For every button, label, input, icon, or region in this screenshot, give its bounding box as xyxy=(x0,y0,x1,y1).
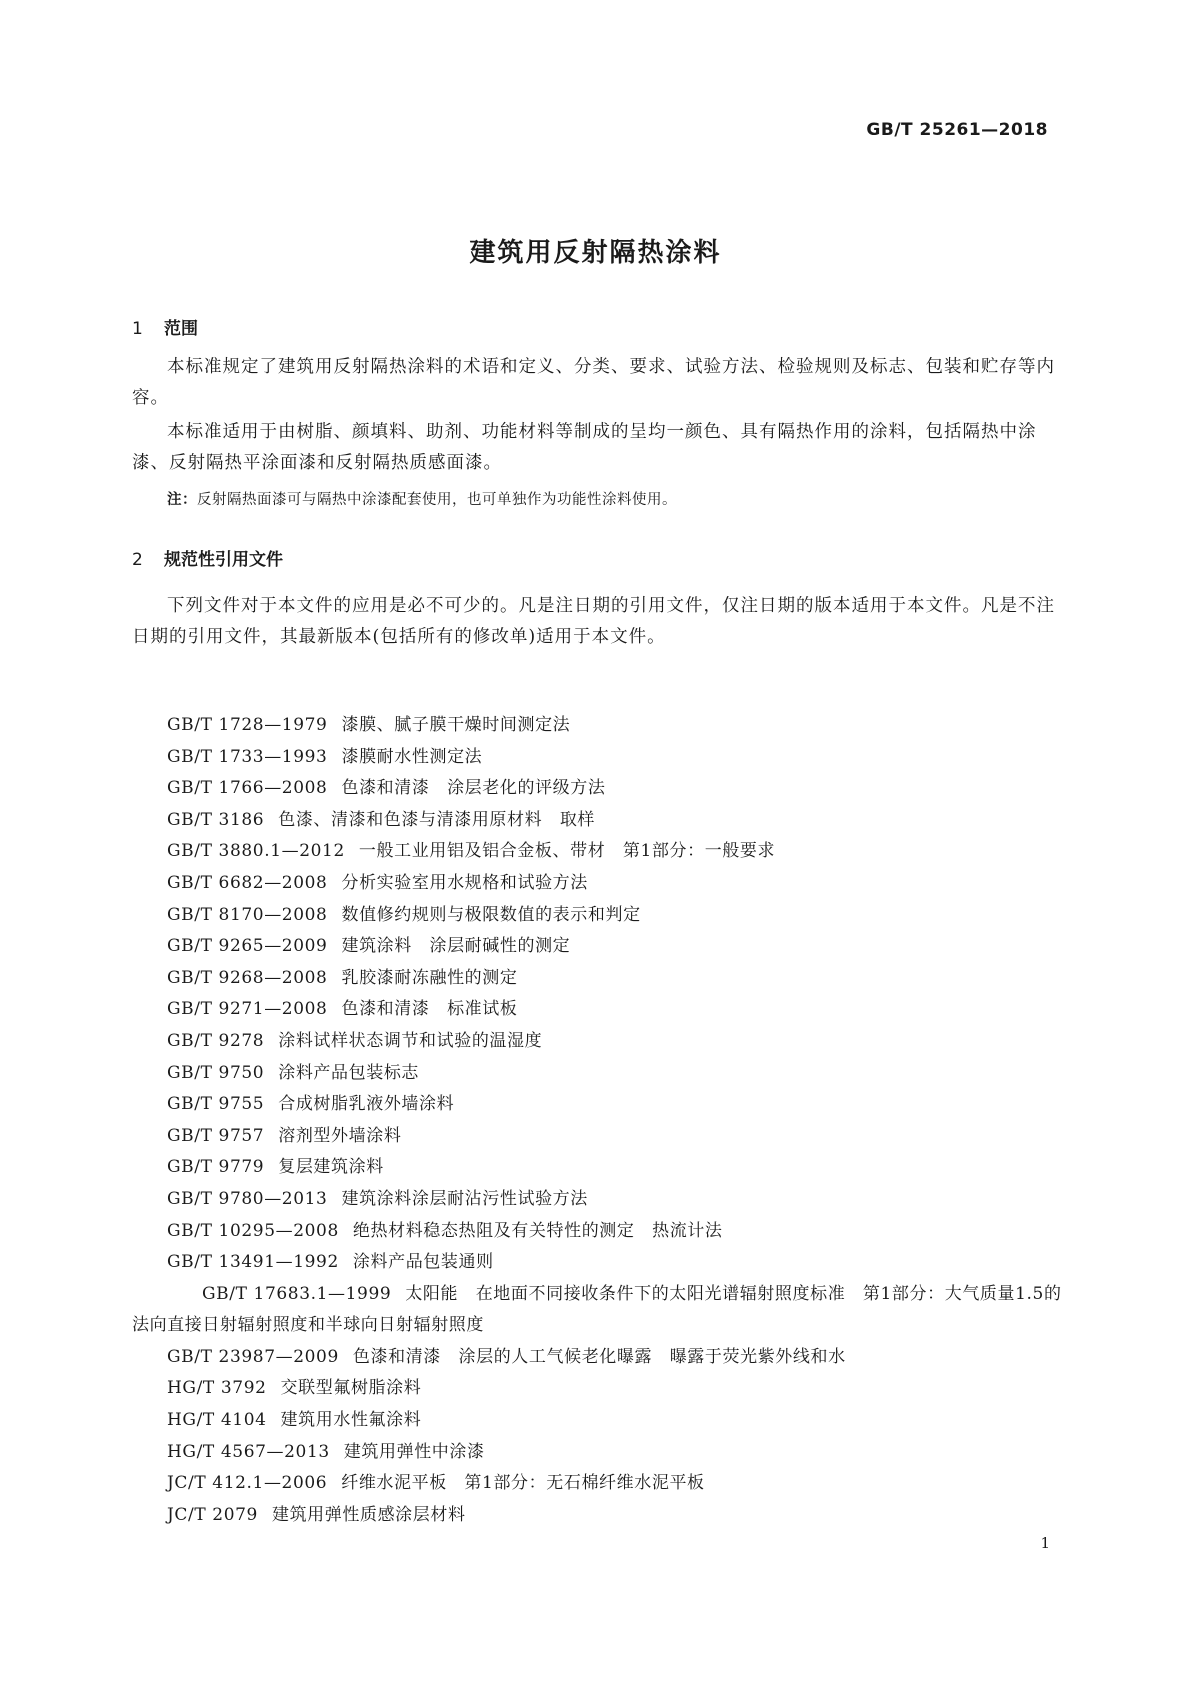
reference-code: GB/T 1733—1993 xyxy=(167,746,328,767)
reference-title: 色漆和清漆 涂层老化的评级方法 xyxy=(341,778,606,799)
reference-item xyxy=(132,1500,1062,1532)
reference-item xyxy=(132,1089,1062,1121)
reference-item xyxy=(132,1121,1062,1153)
reference-code: GB/T 10295—2008 xyxy=(167,1220,339,1241)
reference-code: GB/T 9278 xyxy=(167,1030,265,1051)
reference-title: 涂料产品包装通则 xyxy=(352,1252,494,1273)
reference-item xyxy=(132,805,1062,837)
section-1-number: 1 xyxy=(132,319,143,339)
reference-title: 漆膜、腻子膜干燥时间测定法 xyxy=(341,715,571,735)
reference-item xyxy=(132,1247,1062,1279)
document-title: 建筑用反射隔热涂料 xyxy=(469,238,722,268)
reference-item xyxy=(132,1152,1062,1184)
reference-title: 溶剂型外墙涂料 xyxy=(278,1125,402,1146)
reference-item xyxy=(132,1216,1062,1248)
reference-code: GB/T 9780—2013 xyxy=(167,1188,328,1209)
reference-code: GB/T 9265—2009 xyxy=(167,936,328,957)
reference-code: GB/T 9268—2008 xyxy=(167,967,328,988)
section-1-heading xyxy=(132,314,198,339)
section-2-number: 2 xyxy=(132,550,143,570)
reference-title: 太阳能 在地面不同接收条件下的太阳光谱辐射照度标准 第1部分：大气质量1.5的法向直接日射辐射照度和半球向日射辐射照度 xyxy=(132,1283,1062,1336)
reference-item xyxy=(132,1468,1062,1500)
reference-code: GB/T 23987—2009 xyxy=(167,1346,339,1367)
reference-code: HG/T 4104 xyxy=(167,1410,267,1431)
reference-code: GB/T 9757 xyxy=(167,1125,265,1146)
reference-title: 数值修约规则与极限数值的表示和判定 xyxy=(341,904,641,925)
reference-code: GB/T 6682—2008 xyxy=(167,872,328,893)
reference-code: HG/T 4567—2013 xyxy=(167,1441,330,1462)
reference-item xyxy=(132,900,1062,932)
reference-item xyxy=(132,868,1062,900)
reference-code: GB/T 1728—1979 xyxy=(167,715,328,735)
reference-title: 合成树脂乳液外墙涂料 xyxy=(278,1094,455,1115)
section-1-title: 范围 xyxy=(164,319,198,339)
reference-code: GB/T 9750 xyxy=(167,1062,265,1083)
section-2-heading xyxy=(132,545,283,570)
reference-item xyxy=(132,836,1062,868)
scope-paragraph-1: 本标准规定了建筑用反射隔热涂料的术语和定义、分类、要求、试验方法、检验规则及标志、包装和贮存等内容。 xyxy=(132,357,1055,408)
standard-code: GB/T 25261—2018 xyxy=(866,120,1048,140)
reference-title: 一般工业用铝及铝合金板、带材 第1部分：一般要求 xyxy=(358,841,776,862)
reference-code: GB/T 9271—2008 xyxy=(167,999,328,1020)
reference-code: GB/T 8170—2008 xyxy=(167,904,328,925)
reference-code: GB/T 3186 xyxy=(167,809,265,830)
reference-title: 漆膜耐水性测定法 xyxy=(341,746,483,767)
reference-title: 分析实验室用水规格和试验方法 xyxy=(341,872,588,893)
reference-title: 建筑用弹性质感涂层材料 xyxy=(271,1504,466,1525)
reference-code: GB/T 1766—2008 xyxy=(167,778,328,799)
note-label: 注： xyxy=(167,491,197,508)
reference-item xyxy=(132,1058,1062,1090)
note-text: 反射隔热面漆可与隔热中涂漆配套使用，也可单独作为功能性涂料使用。 xyxy=(197,492,677,508)
reference-item xyxy=(132,773,1062,805)
reference-title: 纤维水泥平板 第1部分：无石棉纤维水泥平板 xyxy=(341,1473,705,1494)
reference-title: 建筑用水性氟涂料 xyxy=(280,1410,422,1431)
reference-title: 绝热材料稳态热阻及有关特性的测定 热流计法 xyxy=(352,1220,723,1241)
reference-title: 建筑用弹性中涂漆 xyxy=(343,1441,485,1462)
reference-title: 涂料产品包装标志 xyxy=(278,1062,420,1083)
reference-item xyxy=(132,1342,1062,1374)
section-2-title: 规范性引用文件 xyxy=(164,550,283,570)
reference-item xyxy=(132,742,1062,774)
reference-code: JC/T 412.1—2006 xyxy=(167,1473,328,1494)
reference-code: GB/T 17683.1—1999 xyxy=(202,1283,392,1304)
reference-item xyxy=(132,1437,1062,1469)
reference-item xyxy=(132,931,1062,963)
reference-title: 色漆和清漆 标准试板 xyxy=(341,999,518,1020)
reference-item xyxy=(132,710,1062,742)
reference-code: JC/T 2079 xyxy=(167,1504,258,1525)
reference-item xyxy=(132,1405,1062,1437)
reference-title: 复层建筑涂料 xyxy=(278,1157,384,1178)
reference-list xyxy=(132,710,1062,1531)
reference-title: 交联型氟树脂涂料 xyxy=(280,1378,422,1399)
reference-item xyxy=(132,994,1062,1026)
reference-code: GB/T 9779 xyxy=(167,1157,265,1178)
reference-code: GB/T 9755 xyxy=(167,1094,265,1115)
reference-code: GB/T 13491—1992 xyxy=(167,1252,339,1273)
reference-item xyxy=(132,1373,1062,1405)
reference-code: GB/T 3880.1—2012 xyxy=(167,841,345,862)
reference-title: 色漆和清漆 涂层的人工气候老化曝露 曝露于荧光紫外线和水 xyxy=(352,1346,846,1367)
reference-title: 乳胶漆耐冻融性的测定 xyxy=(341,967,518,988)
scope-note xyxy=(167,488,1067,509)
reference-title: 涂料试样状态调节和试验的温湿度 xyxy=(278,1030,543,1051)
reference-item xyxy=(132,1026,1062,1058)
reference-item xyxy=(132,963,1062,995)
reference-code: HG/T 3792 xyxy=(167,1378,267,1399)
reference-title: 色漆、清漆和色漆与清漆用原材料 取样 xyxy=(278,809,596,830)
page-number: 1 xyxy=(1040,1534,1050,1552)
reference-title: 建筑涂料涂层耐沾污性试验方法 xyxy=(341,1188,588,1209)
scope-paragraph-2: 本标准适用于由树脂、颜填料、助剂、功能材料等制成的呈均一颜色、具有隔热作用的涂料，包括隔热中涂漆、反射隔热平涂面漆和反射隔热质感面漆。 xyxy=(132,422,1037,473)
reference-item xyxy=(132,1279,1062,1342)
references-intro: 下列文件对于本文件的应用是必不可少的。凡是注日期的引用文件，仅注日期的版本适用于本文件。凡是不注日期的引用文件，其最新版本(包括所有的修改单)适用于本文件。 xyxy=(132,596,1055,647)
reference-item xyxy=(132,1184,1062,1216)
reference-title: 建筑涂料 涂层耐碱性的测定 xyxy=(341,936,571,957)
